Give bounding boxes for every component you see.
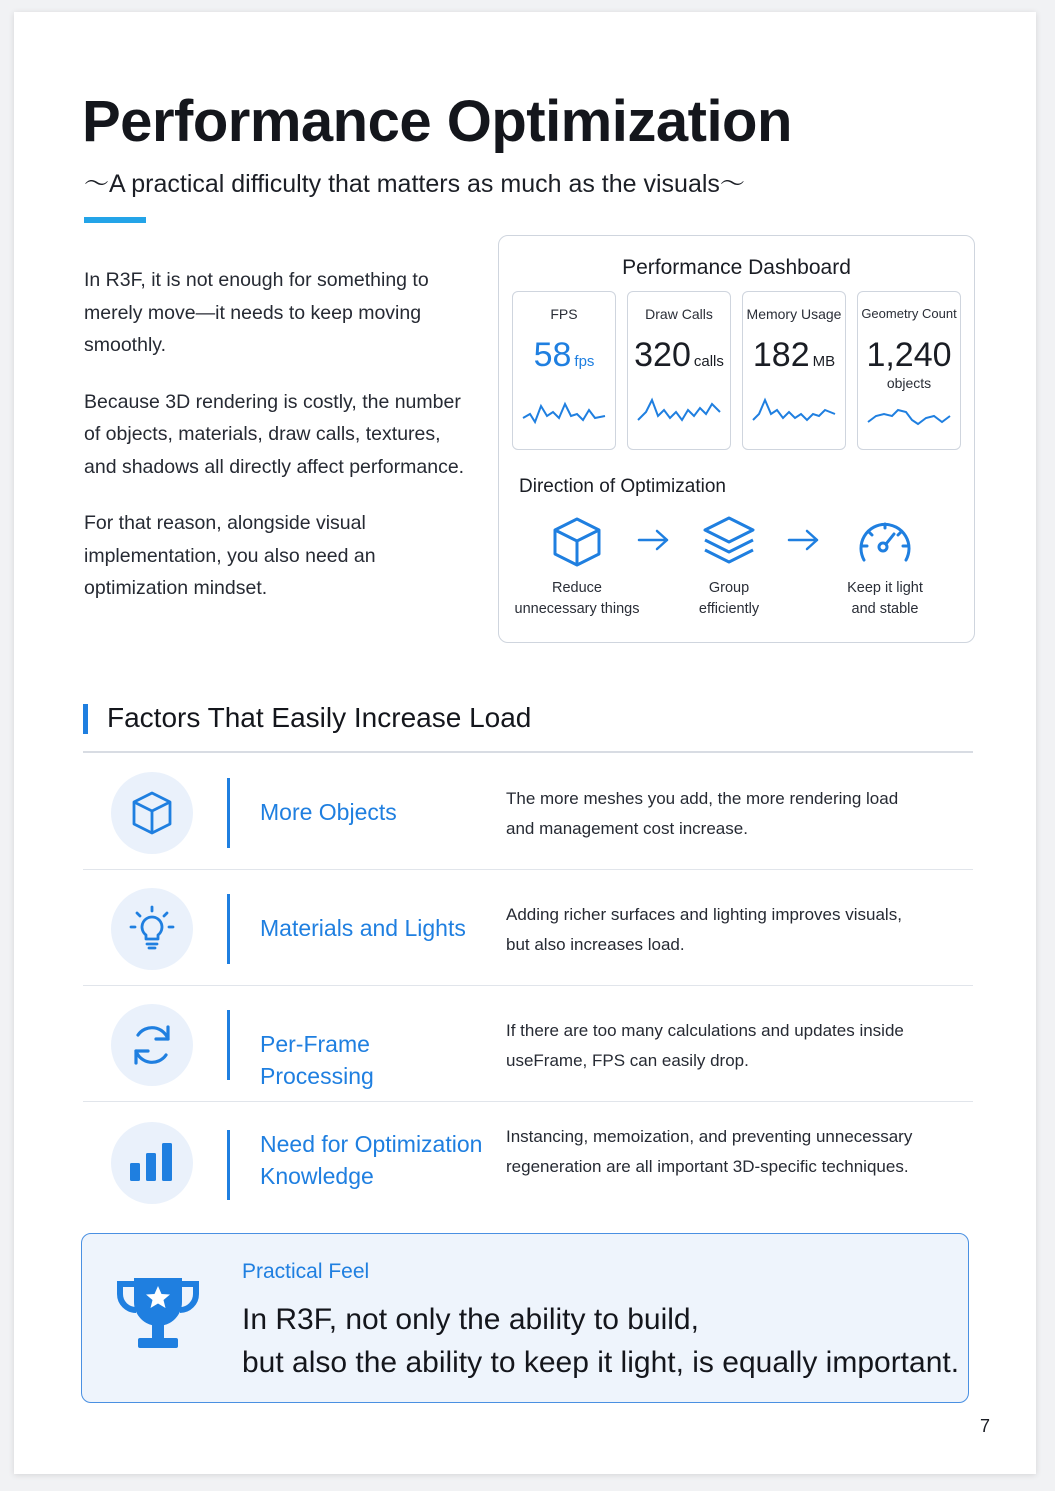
- direction-step-line: efficiently: [698, 601, 760, 617]
- dashboard-title: Performance Dashboard: [622, 256, 851, 279]
- trophy-icon: [112, 1272, 204, 1358]
- direction-step-line: Reduce: [552, 580, 602, 596]
- metric-value: 320 calls: [634, 336, 724, 374]
- metric-label: Draw Calls: [645, 306, 713, 322]
- factors-title: Factors That Easily Increase Load: [107, 702, 532, 733]
- metric-value: 182 MB: [752, 336, 836, 374]
- direction-step-reduce: [507, 514, 647, 620]
- metric-label: Geometry Count: [861, 306, 957, 321]
- practical-label: Practical Feel: [242, 1260, 370, 1283]
- factors-divider: [83, 751, 973, 753]
- practical-feel-callout: [81, 1233, 969, 1403]
- page-number: 7: [980, 1416, 991, 1436]
- metric-value: 58 fps: [533, 336, 595, 374]
- section-accent-bar: [83, 704, 88, 734]
- intro-text: [84, 264, 474, 629]
- direction-step-keep-light: [815, 514, 955, 620]
- sparkline-icon: [751, 392, 837, 432]
- factor-icon-circle: [111, 1004, 193, 1086]
- practical-line: but also the ability to keep it light, is equally important.: [242, 1346, 960, 1379]
- page-subtitle: ～A practical difficulty that matters as much as the visuals～: [84, 170, 745, 198]
- factor-description: Instancing, memoization, and preventing unnecessary regeneration are all important 3D-specific techniques.: [506, 1127, 913, 1176]
- factor-divider: [227, 1130, 230, 1200]
- practical-line: In R3F, not only the ability to build,: [242, 1303, 699, 1336]
- factor-divider: [227, 894, 230, 964]
- factor-divider: [227, 1010, 230, 1080]
- metric-label: FPS: [550, 306, 578, 322]
- gauge-icon: [854, 514, 916, 570]
- lightbulb-icon: [128, 905, 176, 953]
- sparkline-icon: [866, 392, 952, 432]
- page: [14, 12, 1036, 1474]
- metric-card-fps: [512, 291, 616, 450]
- factor-description: The more meshes you add, the more rendering load and management cost increase.: [506, 789, 899, 838]
- factor-row-optimization-knowledge: [83, 1102, 973, 1226]
- direction-step-line: Keep it light: [847, 580, 923, 596]
- performance-dashboard: [498, 235, 975, 643]
- metric-value: 1,240: [866, 336, 952, 374]
- factor-divider: [227, 778, 230, 848]
- metric-card-memory-usage: [742, 291, 846, 450]
- factor-row-per-frame: [83, 986, 973, 1102]
- refresh-icon: [128, 1021, 176, 1069]
- factor-row-materials-lights: [83, 870, 973, 986]
- intro-paragraph: In R3F, it is not enough for something to merely move—it needs to keep moving smoothly.: [84, 269, 429, 356]
- factor-description: If there are too many calculations and updates inside useFrame, FPS can easily drop.: [506, 1021, 904, 1070]
- intro-paragraph: For that reason, alongside visual implementation, you also need an optimization mindset.: [84, 512, 376, 599]
- practical-statement: [242, 1298, 959, 1384]
- factor-name: Materials and Lights: [260, 915, 466, 941]
- sparkline-icon: [636, 392, 722, 432]
- direction-title: Direction of Optimization: [519, 476, 726, 497]
- factor-name: More Objects: [260, 799, 397, 825]
- cube-icon: [549, 514, 605, 570]
- direction-step-line: unnecessary things: [514, 601, 640, 617]
- factor-icon-circle: [111, 772, 193, 854]
- title-accent-bar: [84, 217, 146, 223]
- factor-icon-circle: [111, 888, 193, 970]
- layers-icon: [701, 514, 757, 570]
- factor-icon-circle: [111, 1122, 193, 1204]
- factor-name: Need for Optimization Knowledge: [260, 1131, 483, 1189]
- metric-card-draw-calls: [627, 291, 731, 450]
- direction-step-line: Group: [708, 580, 750, 596]
- direction-step-group: [659, 514, 799, 620]
- sparkline-icon: [521, 392, 607, 432]
- metric-card-geometry-count: [857, 291, 961, 450]
- cube-icon: [128, 789, 176, 837]
- factor-row-more-objects: [83, 754, 973, 870]
- page-title: Performance Optimization: [82, 89, 792, 154]
- direction-step-line: and stable: [851, 601, 919, 617]
- metric-sub-label: objects: [886, 375, 932, 391]
- intro-paragraph: Because 3D rendering is costly, the number of objects, materials, draw calls, textures, and shadows all directly affect performance.: [84, 390, 465, 478]
- factor-name: Per-Frame Processing: [260, 1031, 374, 1089]
- factor-description: Adding richer surfaces and lighting improves visuals, but also increases load.: [506, 905, 902, 954]
- metric-label: Memory Usage: [746, 306, 842, 322]
- bar-chart-icon: [128, 1139, 176, 1187]
